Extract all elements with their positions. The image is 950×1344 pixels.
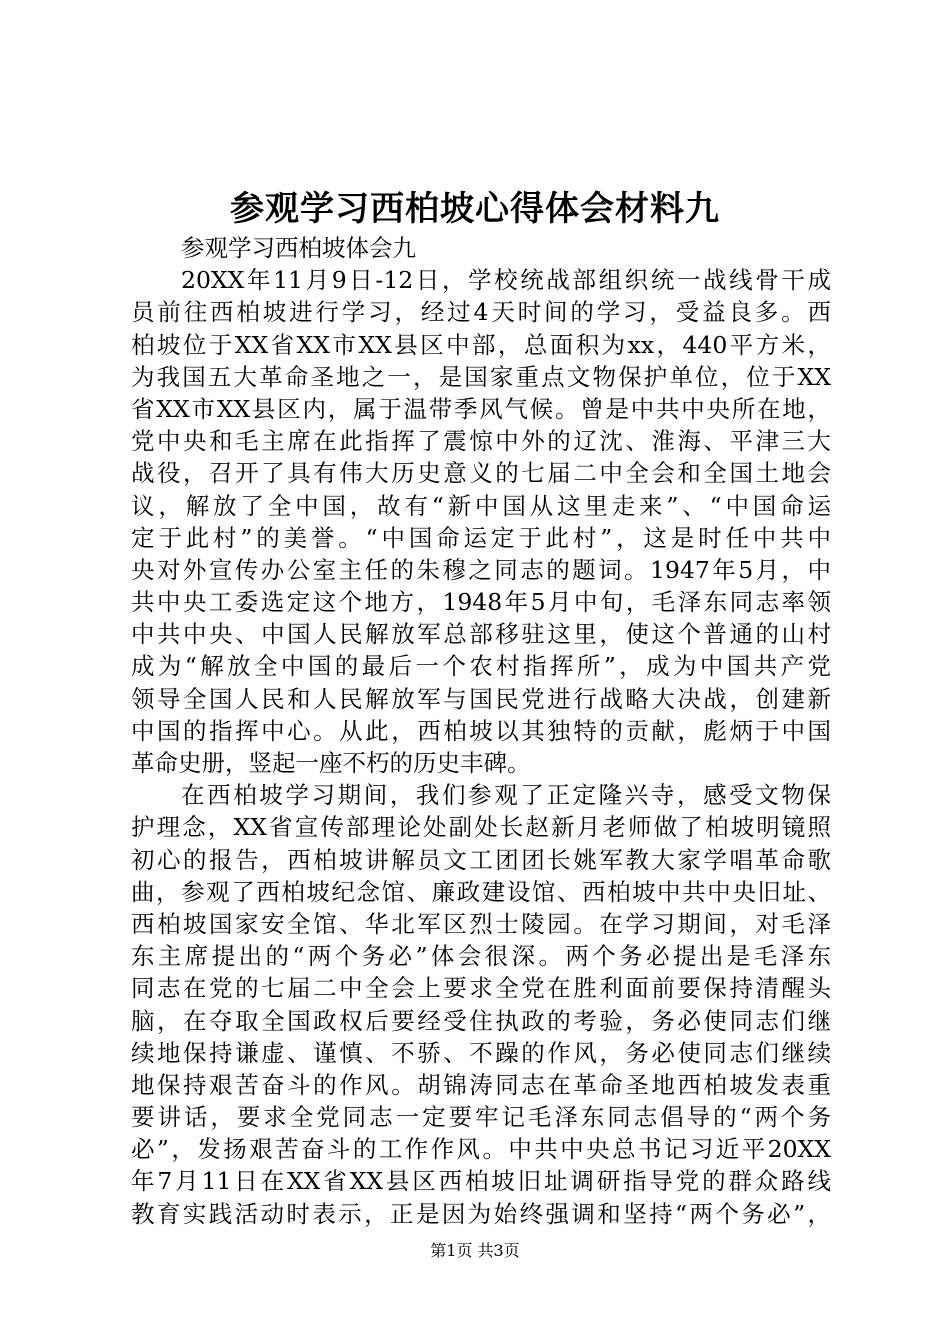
text-line: 中共中央、中国人民解放军总部移驻这里，使这个普通的山村: [131, 620, 831, 649]
text-line: 革命史册，竖起一座不朽的历史丰碑。: [131, 749, 531, 777]
document-body: [131, 232, 831, 1230]
text-line: 20XX年11月9日-12日，学校统战部组织统一战线骨干成: [181, 266, 831, 295]
text-line: 领导全国人民和人民解放军与国民党进行战略大决战，创建新: [131, 684, 831, 713]
text-line: 脑，在夺取全国政权后要经受住执政的考验，务必使同志们继: [131, 1006, 831, 1035]
text-line: 定于此村”的美誉。“中国命运定于此村”，这是时任中共中: [131, 523, 831, 552]
text-line: 省XX市XX县区内，属于温带季风气候。曾是中共中央所在地，: [131, 394, 831, 423]
text-line: 党中央和毛主席在此指挥了震惊中外的辽沈、淮海、平津三大: [131, 427, 831, 456]
text-line: 参观学习西柏坡体会九: [181, 234, 416, 262]
text-line: 央对外宣传办公室主任的朱穆之同志的题词。1947年5月，中: [131, 555, 831, 584]
document-title: 参观学习西柏坡心得体会材料九: [230, 189, 720, 229]
text-line: 必”，发扬艰苦奋斗的工作作风。中共中央总书记习近平20XX: [131, 1135, 831, 1164]
page-footer: 第1页 共3页: [430, 1241, 520, 1260]
text-line: 年7月11日在XX省XX县区西柏坡旧址调研指导党的群众路线: [131, 1167, 831, 1196]
text-line: 为我国五大革命圣地之一，是国家重点文物保护单位，位于XX: [131, 362, 831, 391]
text-line: 初心的报告，西柏坡讲解员文工团团长姚军教大家学唱革命歌: [131, 845, 831, 874]
text-line: 教育实践活动时表示，正是因为始终强调和坚持“两个务必”，: [131, 1199, 831, 1228]
text-line: 东主席提出的“两个务必”体会很深。两个务必提出是毛泽东: [131, 942, 831, 971]
text-line: 员前往西柏坡进行学习，经过4天时间的学习，受益良多。西: [131, 298, 831, 327]
text-line: 护理念，XX省宣传部理论处副处长赵新月老师做了柏坡明镜照: [131, 813, 831, 842]
text-line: 共中央工委选定这个地方，1948年5月中旬，毛泽东同志率领: [131, 588, 831, 617]
text-line: 地保持艰苦奋斗的作风。胡锦涛同志在革命圣地西柏坡发表重: [131, 1070, 831, 1099]
text-line: 要讲话，要求全党同志一定要牢记毛泽东同志倡导的“两个务: [131, 1103, 831, 1132]
text-line: 西柏坡国家安全馆、华北军区烈士陵园。在学习期间，对毛泽: [131, 909, 831, 938]
text-line: 同志在党的七届二中全会上要求全党在胜利面前要保持清醒头: [131, 974, 831, 1003]
text-line: 曲，参观了西柏坡纪念馆、廉政建设馆、西柏坡中共中央旧址、: [131, 877, 831, 906]
text-line: 柏坡位于XX省XX市XX县区中部，总面积为xx，440平方米，: [131, 330, 831, 359]
text-line: 成为“解放全中国的最后一个农村指挥所”，成为中国共产党: [131, 652, 831, 681]
text-line: 中国的指挥中心。从此，西柏坡以其独特的贡献，彪炳于中国: [131, 716, 831, 745]
text-line: 战役，召开了具有伟大历史意义的七届二中全会和全国土地会: [131, 459, 831, 488]
text-line: 在西柏坡学习期间，我们参观了正定隆兴寺，感受文物保: [181, 781, 831, 810]
text-line: 议，解放了全中国，故有“新中国从这里走来”、“中国命运: [131, 491, 831, 520]
text-line: 续地保持谦虚、谨慎、不骄、不躁的作风，务必使同志们继续: [131, 1038, 831, 1067]
